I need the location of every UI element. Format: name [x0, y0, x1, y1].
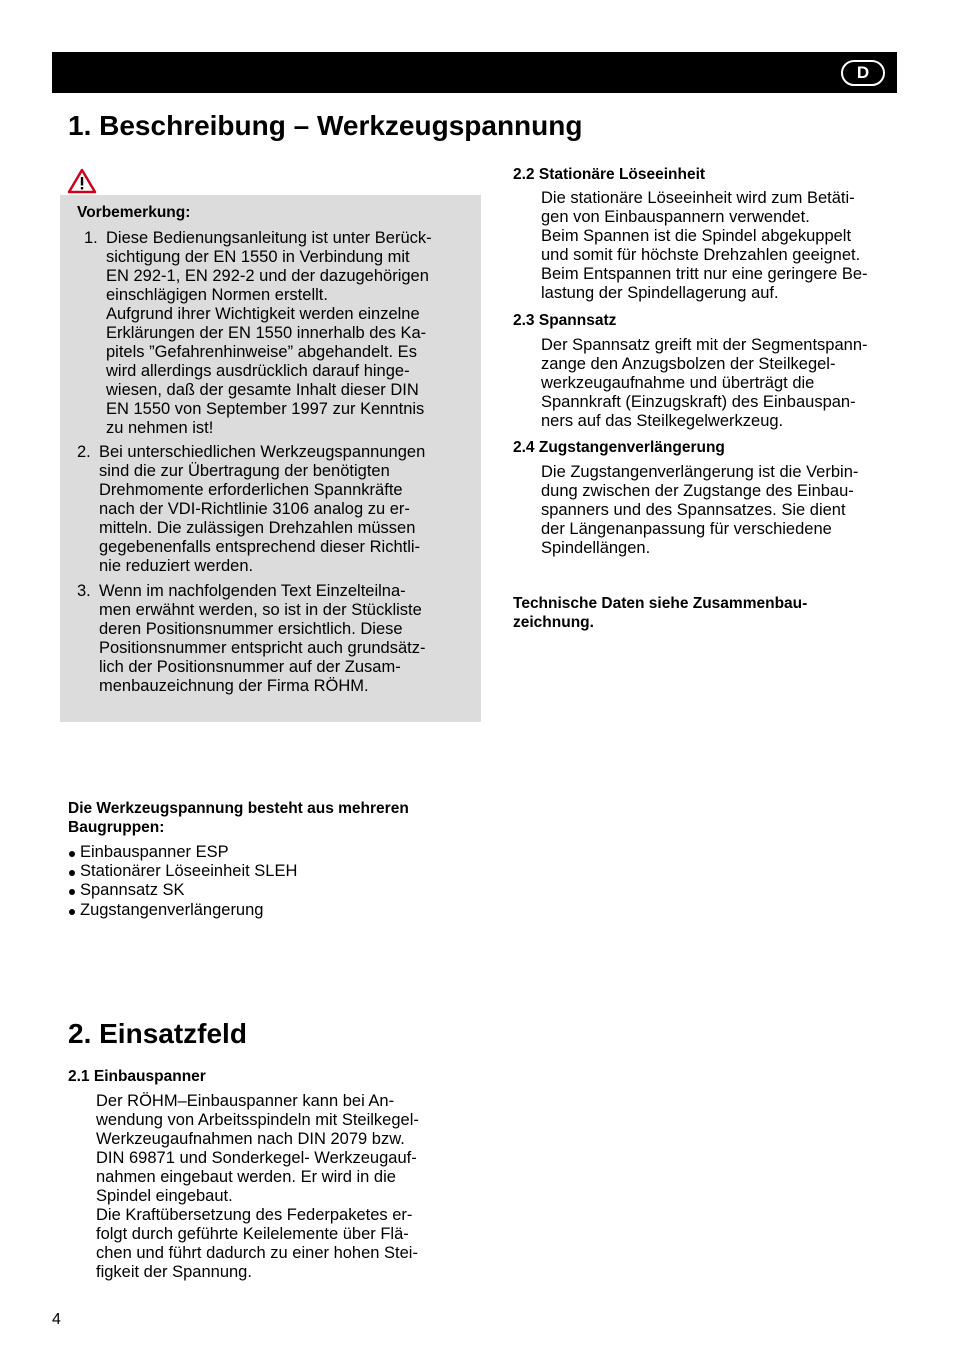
list-item: Spannsatz SK [68, 881, 297, 900]
preliminary-notice-box [60, 195, 481, 722]
header-bar [52, 52, 897, 93]
subsection-2-1-title: 2.1 Einbauspanner [68, 1068, 206, 1085]
notice-item-number: 1. [84, 229, 98, 247]
technical-data-note: Technische Daten siehe Zusammenbau- zeichnung. [513, 595, 808, 631]
notice-item-number: 3. [77, 582, 91, 600]
language-badge: D [841, 60, 885, 86]
list-item: Einbauspanner ESP [68, 843, 297, 862]
section-2-title: 2. Einsatzfeld [68, 1018, 247, 1049]
warning-icon [67, 168, 97, 194]
notice-item-number: 2. [77, 443, 91, 461]
notice-item-text: Bei unterschiedlichen Werkzeugspannungen sind die zur Übertragung der benötigten Drehmomente erforderlichen Spannkräfte nach der VDI-Richtlinie 3106 analog zu er- mitteln. Die zulässigen Drehzahlen müssen gegebenenfalls entsprechend dieser Richtli- nie reduziert werden. [99, 443, 426, 575]
assembly-groups-intro: Die Werkzeugspannung besteht aus mehreren Baugruppen: [68, 800, 409, 836]
page-number: 4 [52, 1311, 61, 1328]
list-item: Stationärer Löseeinheit SLEH [68, 862, 297, 881]
notice-item-text: Wenn im nachfolgenden Text Einzelteilna- men erwähnt werden, so ist in der Stückliste deren Positionsnummer ersichtlich. Diese Positionsnummer entspricht auch grundsätz- lich der Positionsnummer auf der Zusam- menbauzeichnung der Firma RÖHM. [99, 582, 426, 695]
subsection-2-2-title: 2.2 Stationäre Löseeinheit [513, 166, 706, 183]
notice-item-text: Diese Bedienungsanleitung ist unter Berück- sichtigung der EN 1550 in Verbindung mit EN 292-1, EN 292-2 und der dazugehörigen einschlägigen Normen erstellt. Aufgrund ihrer Wichtigkeit werden einzelne Erklärungen der EN 1550 innerhalb des Ka- pitels ”Gefahrenhinweise” abgehandelt. Es wird allerdings ausdrücklich darauf hinge- wiesen, daß der gesamte Inhalt dieser DIN EN 1550 von September 1997 zur Kenntnis zu nehmen ist! [106, 229, 432, 437]
assembly-groups-list [68, 843, 297, 920]
section-1-title: 1. Beschreibung – Werkzeugspannung [68, 110, 583, 141]
subsection-2-4-title: 2.4 Zugstangenverlängerung [513, 439, 725, 456]
subsection-2-2-text: Die stationäre Löseeinheit wird zum Betäti- gen von Einbauspannern verwendet. Beim Spannen ist die Spindel abgekuppelt und somit für höchste Drehzahlen geeignet. Beim Entspannen tritt nur eine geringere Be- lastung der Spindellagerung auf. [541, 189, 868, 302]
subsection-2-1-text: Der RÖHM–Einbauspanner kann bei An- wendung von Arbeitsspindeln mit Steilkegel- Werkzeugaufnahmen nach DIN 2079 bzw. DIN 69871 und Sonderkegel- Werkzeugauf- nahmen eingebaut werden. Er wird in die Spindel eingebaut. Die Kraftübersetzung des Federpaketes er- folgt durch geführte Keilelemente über Flä- chen und führt dadurch zu einer hohen Stei- figkeit der Spannung. [96, 1092, 419, 1281]
notice-title: Vorbemerkung: [77, 204, 191, 221]
subsection-2-4-text: Die Zugstangenverlängerung ist die Verbin- dung zwischen der Zugstange des Einbau- spanners und des Spannsatzes. Sie dient der Längenanpassung für verschiedene Spindellängen. [541, 463, 859, 557]
subsection-2-3-title: 2.3 Spannsatz [513, 312, 617, 329]
subsection-2-3-text: Der Spannsatz greift mit der Segmentspann- zange den Anzugsbolzen der Steilkegel- werkzeugaufnahme und überträgt die Spannkraft (Einzugskraft) des Einbauspan- ners auf das Steilkegelwerkzeug. [541, 336, 868, 430]
list-item: Zugstangenverlängerung [68, 901, 297, 920]
